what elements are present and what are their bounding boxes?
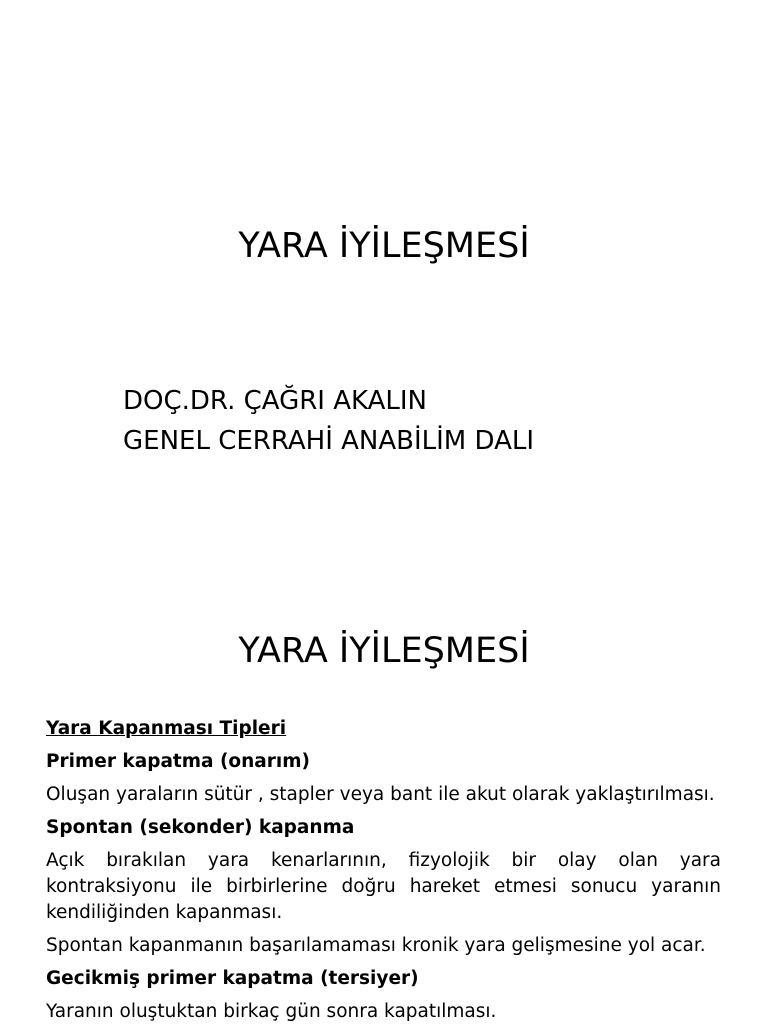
subheading-spontaneous: Spontan (sekonder) kapanma	[46, 817, 355, 838]
slide-title-heading: YARA İYİLEŞMESİ	[238, 226, 530, 266]
body-spontaneous: Açık bırakılan yara kenarlarının, fizyolojik bir olay olan yara kontraksiyonu ile birbirlerine doğru hareket etmesi sonucu yaranın kendiliğinden kapanması.	[46, 850, 721, 923]
subheading-primary: Primer kapatma (onarım)	[46, 751, 310, 772]
author-block	[123, 381, 534, 461]
body-spontaneous-note: Spontan kapanmanın başarılamaması kronik yara gelişmesine yol acar.	[46, 935, 706, 956]
subheading-delayed: Gecikmiş primer kapatma (tersiyer)	[46, 968, 419, 989]
section-heading: Yara Kapanması Tipleri	[46, 718, 287, 739]
body-delayed: Yaranın oluştuktan birkaç gün sonra kapatılması.	[46, 1001, 497, 1022]
slide-content-heading: YARA İYİLEŞMESİ	[238, 631, 530, 671]
department-name: GENEL CERRAHİ ANABİLİM DALI	[123, 426, 535, 456]
slide-content	[0, 576, 768, 1024]
slide-body	[46, 716, 721, 1024]
author-name: DOÇ.DR. ÇAĞRI AKALIN	[123, 386, 427, 416]
body-primary: Oluşan yaraların sütür , stapler veya bant ile akut olarak yaklaştırılması.	[46, 784, 715, 805]
